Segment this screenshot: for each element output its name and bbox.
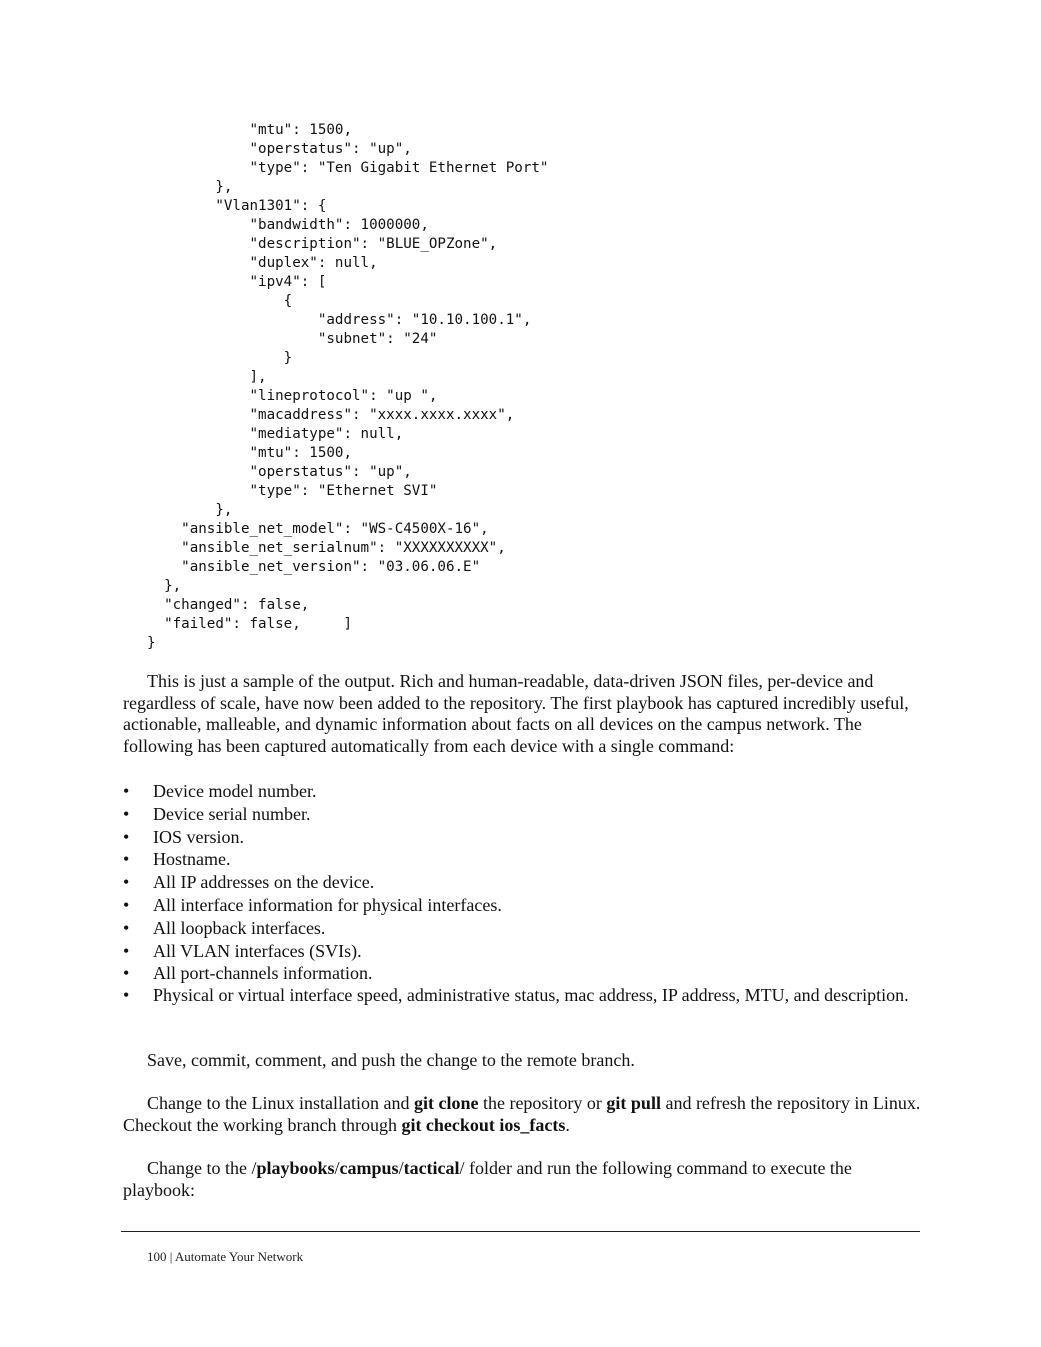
list-item — [123, 962, 923, 985]
bullet-icon: • — [123, 963, 130, 984]
bullet-icon: • — [123, 872, 130, 893]
path-campus: campus — [339, 1158, 399, 1178]
paragraph-run-playbook — [123, 1158, 923, 1201]
code-line: }, — [147, 502, 233, 518]
code-line: }, — [147, 179, 233, 195]
list-item-text: All loopback interfaces. — [153, 917, 326, 938]
paragraph-push-change — [123, 1050, 923, 1072]
list-item — [123, 826, 923, 849]
command-git-checkout: git checkout ios_facts — [401, 1114, 566, 1135]
list-item — [123, 803, 923, 826]
code-line: "ansible_net_model": "WS-C4500X-16", — [147, 521, 489, 537]
code-line: "ansible_net_version": "03.06.06.E" — [147, 559, 481, 575]
code-line: } — [147, 350, 293, 366]
text-run: and refresh the repository in Linux. Checkout the working branch through — [123, 1093, 921, 1135]
list-item-text: Device serial number. — [153, 803, 311, 824]
code-line: "changed": false, — [147, 597, 310, 613]
code-line: "operstatus": "up", — [147, 464, 412, 480]
code-line: } — [147, 635, 156, 651]
code-line: "address": "10.10.100.1", — [147, 312, 532, 328]
list-item-text: Device model number. — [153, 781, 317, 801]
code-line: "mtu": 1500, — [147, 445, 352, 461]
path-playbooks: playbooks — [256, 1158, 335, 1178]
code-line: "failed": false, ] — [147, 616, 352, 632]
command-git-clone: git clone — [413, 1093, 479, 1113]
code-line: "type": "Ethernet SVI" — [147, 483, 438, 499]
bullet-icon: • — [123, 985, 130, 1006]
list-item-text: IOS version. — [153, 826, 244, 847]
code-line: "mtu": 1500, — [147, 122, 352, 138]
code-line: "lineprotocol": "up ", — [147, 388, 438, 404]
code-line: "description": "BLUE_OPZone", — [147, 236, 498, 252]
bullet-icon: • — [123, 894, 130, 915]
list-item — [123, 780, 923, 803]
paragraph-git-clone — [123, 1093, 923, 1136]
bullet-icon: • — [123, 849, 130, 870]
code-line: "Vlan1301": { — [147, 198, 327, 214]
list-item-text: All VLAN interfaces (SVIs). — [153, 940, 362, 961]
text-run: Change to the Linux installation and — [147, 1093, 414, 1113]
paragraph-text: Save, commit, comment, and push the change to the remote branch. — [147, 1050, 635, 1070]
paragraph-text — [123, 1158, 923, 1201]
code-line: { — [147, 293, 293, 309]
list-item — [123, 985, 923, 1007]
code-line: "macaddress": "xxxx.xxxx.xxxx", — [147, 407, 515, 423]
path-tactical: tactical — [403, 1158, 460, 1178]
code-line: ], — [147, 369, 267, 385]
list-item — [123, 848, 923, 871]
code-line: "operstatus": "up", — [147, 141, 412, 157]
code-line: "type": "Ten Gigabit Ethernet Port" — [147, 160, 549, 176]
captured-facts-list — [123, 780, 923, 1007]
code-line: "duplex": null, — [147, 255, 378, 271]
text-run: the repository or — [478, 1093, 607, 1113]
list-item-text: All IP addresses on the device. — [153, 872, 375, 893]
json-code-block — [147, 121, 548, 653]
footer-divider — [121, 1231, 920, 1232]
paragraph-text: This is just a sample of the output. Rich and human-readable, data-driven JSON files, per-device and regardless of scale, have now been added to the repository. The first playbook has captured incredibly useful, actionable, malleable, and dynamic information about facts on all devices on the campus network. The following has been captured automatically from each device with a single command: — [123, 671, 909, 756]
text-run: Change to the / — [147, 1158, 257, 1178]
bullet-icon: • — [123, 917, 130, 938]
list-item-text: Hostname. — [153, 849, 231, 870]
code-line: }, — [147, 578, 182, 594]
list-item-text: Physical or virtual interface speed, administrative status, mac address, IP address, MTU, and description. — [153, 985, 909, 1006]
list-item — [123, 871, 923, 894]
bullet-icon: • — [123, 803, 130, 824]
code-line: "mediatype": null, — [147, 426, 404, 442]
path-separator: / — [398, 1158, 404, 1178]
bullet-icon: • — [123, 781, 130, 801]
list-item — [123, 894, 923, 917]
bullet-icon: • — [123, 940, 130, 961]
code-line: "ansible_net_serialnum": "XXXXXXXXXX", — [147, 540, 506, 556]
text-run: . — [565, 1114, 570, 1135]
list-item-text: All port-channels information. — [153, 963, 373, 984]
code-line: "bandwidth": 1000000, — [147, 217, 429, 233]
list-item — [123, 940, 923, 963]
paragraph-output-summary — [123, 671, 923, 757]
bullet-icon: • — [123, 826, 130, 847]
list-item-text: All interface information for physical interfaces. — [153, 894, 502, 915]
code-line: "ipv4": [ — [147, 274, 327, 290]
code-line: "subnet": "24" — [147, 331, 438, 347]
paragraph-text — [123, 1093, 923, 1136]
path-separator: / — [334, 1158, 340, 1178]
command-git-pull: git pull — [606, 1093, 661, 1113]
list-item — [123, 917, 923, 940]
page-footer: 100 | Automate Your Network — [147, 1249, 304, 1264]
text-run: / folder and run the following command to execute the playbook: — [123, 1158, 852, 1200]
